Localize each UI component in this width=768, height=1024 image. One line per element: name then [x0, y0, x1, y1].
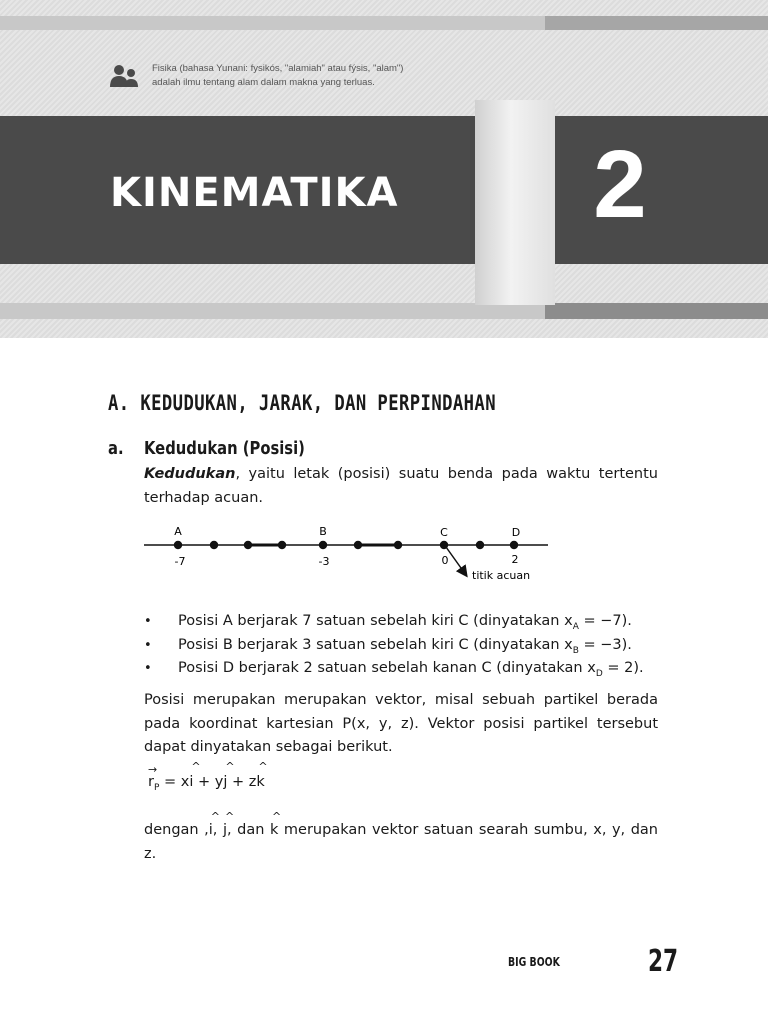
bullet-subscript: D [595, 668, 603, 679]
list-item [144, 634, 674, 658]
formula-part: + y [193, 774, 224, 790]
bullet-text: Posisi A berjarak 7 satuan sebelah kiri C (dinyatakan x [178, 613, 573, 629]
bullet-text: Posisi D berjarak 2 satuan sebelah kanan C (dinyatakan x [178, 660, 596, 676]
text-part: , dan [226, 822, 270, 838]
number-line-dot [244, 541, 252, 549]
bullet-end: = −3). [578, 636, 632, 653]
reference-arrow [446, 547, 466, 575]
definition-text: , yaitu letak (posisi) suatu benda pada waktu tertentu terhadap acuan. [144, 466, 658, 506]
formula-subscript: P [153, 782, 160, 793]
unit-vector-i: ^ i [209, 819, 213, 843]
unit-vector-j: ^ j [223, 774, 227, 790]
point-value: 0 [441, 554, 449, 567]
page-number: 27 [648, 944, 679, 979]
bullet-end: = −7). [578, 613, 632, 629]
point-value: 2 [511, 553, 519, 566]
bullet-end: = 2). [602, 660, 644, 676]
bullet-text: Posisi B berjarak 3 satuan sebelah kiri C (dinyatakan x [178, 636, 573, 653]
people-icon [110, 64, 138, 88]
header-divider [475, 100, 555, 305]
vector-paragraph: Posisi merupakan merupakan vektor, misal sebuah partikel berada pada koordinat kartesian P(x, y, z). Vektor posisi partikel tersebut dapat dinyatakan sebagai berikut. [144, 692, 658, 755]
number-line-dot [319, 541, 327, 549]
formula-part: = x [159, 774, 190, 790]
number-line-dot [174, 541, 182, 549]
number-line-dot [278, 541, 286, 549]
book-label: BIG BOOK [508, 955, 560, 969]
vector-r: → r [148, 774, 154, 790]
bullet-subscript: B [572, 645, 579, 656]
list-item [144, 610, 674, 634]
number-line-diagram [140, 518, 560, 588]
formula-part: + z [227, 774, 257, 790]
subsection-label: a. [108, 438, 124, 459]
header-quote [110, 62, 470, 90]
text-part: dengan , [144, 822, 209, 838]
point-label: D [511, 526, 521, 539]
point-value: -7 [174, 555, 186, 568]
section-title: A. KEDUDUKAN, JARAK, DAN PERPINDAHAN [108, 391, 496, 415]
number-line-dot [510, 541, 518, 549]
point-value: -3 [318, 555, 330, 568]
definition-term: Kedudukan [144, 466, 236, 482]
point-label: C [440, 526, 448, 539]
unit-vector-k: ^ k [270, 819, 278, 843]
subsection-title: Kedudukan (Posisi) [144, 438, 305, 459]
unit-vector-j: ^ j [223, 819, 227, 843]
header-stripe [0, 303, 545, 319]
header-stripe [0, 16, 545, 30]
point-label: B [319, 525, 327, 538]
quote-line: adalah ilmu tentang alam dalam makna yang terluas. [152, 77, 375, 88]
position-vector-formula [148, 774, 265, 793]
text-part: merupakan vektor satuan searah sumbu, x, y, dan z. [144, 822, 658, 862]
bullet-subscript: A [572, 621, 579, 632]
unit-vector-i: ^ i [189, 774, 193, 790]
reference-label: titik acuan [472, 569, 531, 582]
number-line-dot [476, 541, 484, 549]
quote-line: Fisika (bahasa Yunani: fysikós, "alamiah" atau fýsis, "alam") [152, 63, 404, 74]
quote-text [152, 62, 403, 90]
chapter-header [0, 0, 768, 338]
unit-vector-paragraph [144, 819, 658, 866]
position-list [144, 610, 674, 681]
unit-vector-k: ^ k [256, 774, 264, 790]
header-stripe [545, 16, 768, 30]
header-stripe [545, 303, 768, 319]
chapter-number: 2 [593, 131, 647, 238]
text-part: , [212, 822, 223, 838]
list-item [144, 657, 674, 681]
definition-paragraph [144, 463, 658, 510]
number-line-dot [210, 541, 218, 549]
chapter-title: KINEMATIKA [110, 170, 399, 216]
number-line-dot [394, 541, 402, 549]
number-line-dot [354, 541, 362, 549]
point-label: A [174, 525, 182, 538]
